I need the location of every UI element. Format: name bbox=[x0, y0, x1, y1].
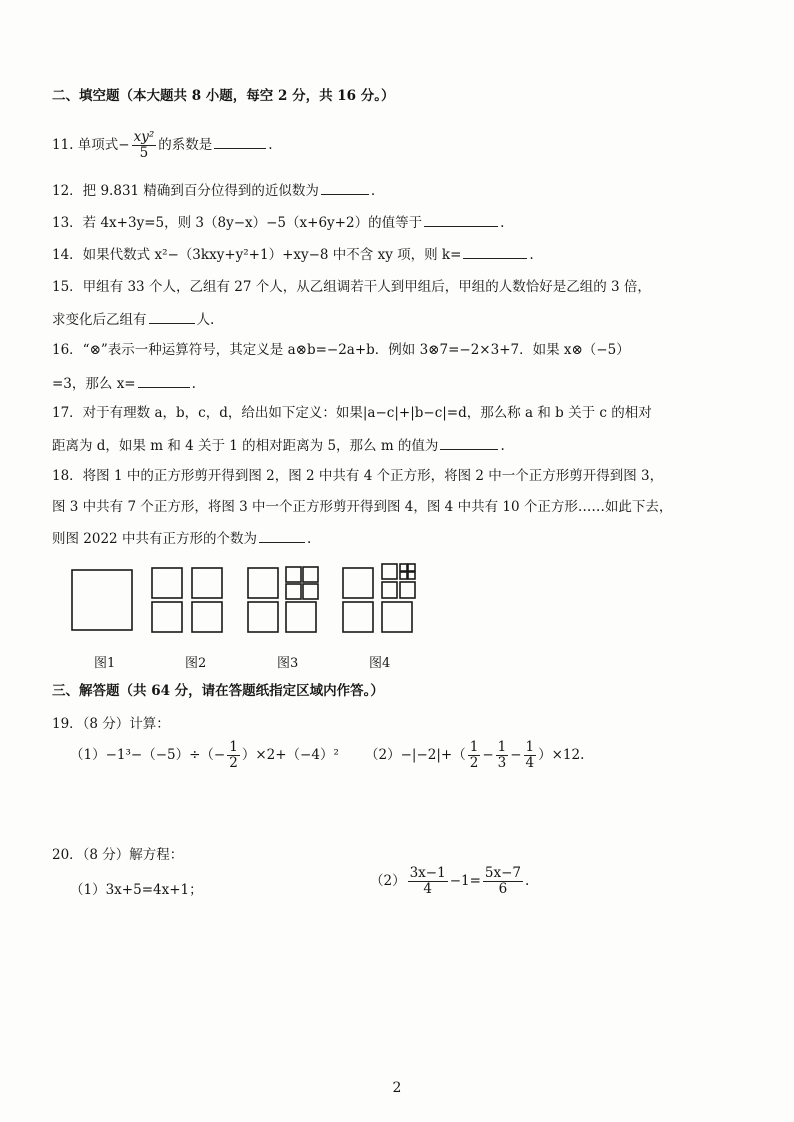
figure-4-square bbox=[382, 602, 412, 632]
answer-blank bbox=[259, 528, 305, 543]
figure-2-square bbox=[152, 602, 182, 632]
question-12: 12．把 9.831 精确到百分位得到的近似数为 . bbox=[52, 180, 375, 201]
figure-3-caption: 图3 bbox=[277, 656, 299, 671]
figure-3-small-square bbox=[286, 584, 301, 599]
answer-blank bbox=[321, 180, 369, 195]
answer-blank bbox=[440, 435, 498, 450]
fraction: $\frac{3x-1}{4}$ bbox=[409, 865, 446, 897]
question-14: 14．如果代数式 x²−（3kxy+y²+1）+xy−8 中不含 xy 项，则 k= . bbox=[52, 244, 534, 265]
figure-3-square bbox=[248, 602, 278, 632]
figure-4-tiny-square bbox=[408, 564, 415, 571]
figure-4-small-square bbox=[382, 564, 397, 579]
answer-blank bbox=[138, 373, 190, 388]
figure-4-square bbox=[343, 602, 373, 632]
fraction: $\frac{1}{3}$ bbox=[497, 739, 507, 771]
section-3-heading: 三、解答题（共 64 分，请在答题纸指定区域内作答。） bbox=[52, 683, 384, 699]
figure-2-square bbox=[152, 568, 182, 598]
figure-4-caption: 图4 bbox=[369, 656, 391, 671]
question-17-line-2: 距离为 d，如果 m 和 4 关于 1 的相对距离为 5，那么 m 的值为 . bbox=[52, 435, 505, 456]
square-cutting-figures bbox=[60, 560, 440, 640]
figure-2-square bbox=[192, 568, 222, 598]
question-19-title: 19．（8 分）计算： bbox=[52, 716, 170, 732]
answer-blank bbox=[424, 212, 498, 227]
answer-blank bbox=[149, 309, 195, 324]
question-15-line-2: 求变化后乙组有 人. bbox=[52, 309, 214, 330]
question-20-part-1: （1）3x+5=4x+1； bbox=[70, 882, 203, 898]
question-18-line-2: 图 3 中共有 7 个正方形，将图 3 中一个正方形剪开得到图 4，图 4 中共有 10 个正方形……如此下去， bbox=[52, 499, 673, 515]
question-11: 11. 单项式− $\frac{\text{xy²}}{5}$ 的系数是 . bbox=[52, 129, 273, 161]
question-13: 13．若 4x+3y=5，则 3（8y−x）−5（x+6y+2）的值等于 . bbox=[52, 212, 504, 233]
fraction: $\frac{1}{2}$ bbox=[229, 739, 238, 771]
question-19-part-1: （1）−1³−（−5）÷（− $\frac{1}{2}$ ）×2+（−4）² bbox=[70, 739, 339, 771]
fraction: $\frac{1}{2}$ bbox=[469, 739, 479, 771]
figure-1-caption: 图1 bbox=[94, 656, 116, 671]
figure-4-small-square bbox=[382, 582, 397, 598]
figure-2-caption: 图2 bbox=[185, 656, 207, 671]
figure-2-square bbox=[192, 602, 222, 632]
fraction: $\frac{1}{4}$ bbox=[525, 739, 535, 771]
fraction: $\frac{5x-7}{6}$ bbox=[484, 865, 522, 897]
figure-4-tiny-square bbox=[400, 564, 407, 571]
figure-3-small-square bbox=[286, 567, 301, 582]
figure-3-small-square bbox=[303, 584, 318, 599]
figure-4-small-square bbox=[400, 582, 415, 598]
figure-3-square bbox=[286, 602, 316, 632]
figure-4-tiny-square bbox=[408, 572, 415, 579]
question-17-line-1: 17．对于有理数 a，b，c，d，给出如下定义：如果|a−c|+|b−c|=d，那么称 a 和 b 关于 c 的相对 bbox=[52, 405, 652, 421]
question-16-line-1: 16．“⊗”表示一种运算符号，其定义是 a⊗b=−2a+b．例如 3⊗7=−2×3+7．如果 x⊗（−5） bbox=[52, 342, 630, 358]
figure-4-square bbox=[343, 568, 373, 598]
question-16-line-2: =3，那么 x= . bbox=[52, 373, 196, 394]
question-20-title: 20．（8 分）解方程： bbox=[52, 847, 184, 863]
page-number: 2 bbox=[392, 1080, 402, 1096]
question-18-line-3: 则图 2022 中共有正方形的个数为 . bbox=[52, 528, 311, 549]
answer-blank bbox=[463, 244, 527, 259]
question-18-line-1: 18．将图 1 中的正方形剪开得到图 2，图 2 中共有 4 个正方形，将图 2 中一个正方形剪开得到图 3， bbox=[52, 468, 664, 484]
question-15-line-1: 15．甲组有 33 个人，乙组有 27 个人，从乙组调若干人到甲组后，甲组的人数恰好是乙组的 3 倍， bbox=[52, 279, 651, 295]
figure-4-tiny-square bbox=[400, 572, 407, 579]
figure-1-square bbox=[72, 570, 132, 630]
fraction: $\frac{\text{xy²}}{5}$ bbox=[133, 129, 155, 161]
figure-3-square bbox=[248, 568, 278, 598]
question-20-part-2: （2） $\frac{3x-1}{4}$ −1= $\frac{5x-7}{6}$ . bbox=[370, 865, 530, 897]
figure-3-small-square bbox=[303, 567, 318, 582]
answer-blank bbox=[214, 134, 266, 149]
question-19-part-2: （2）−|−2|+（ $\frac{1}{2}$ − $\frac{1}{3}$ − $\frac{1}{4}$ ）×12. bbox=[365, 739, 585, 771]
section-2-heading: 二、填空题（本大题共 8 小题，每空 2 分，共 16 分。） bbox=[52, 88, 395, 104]
